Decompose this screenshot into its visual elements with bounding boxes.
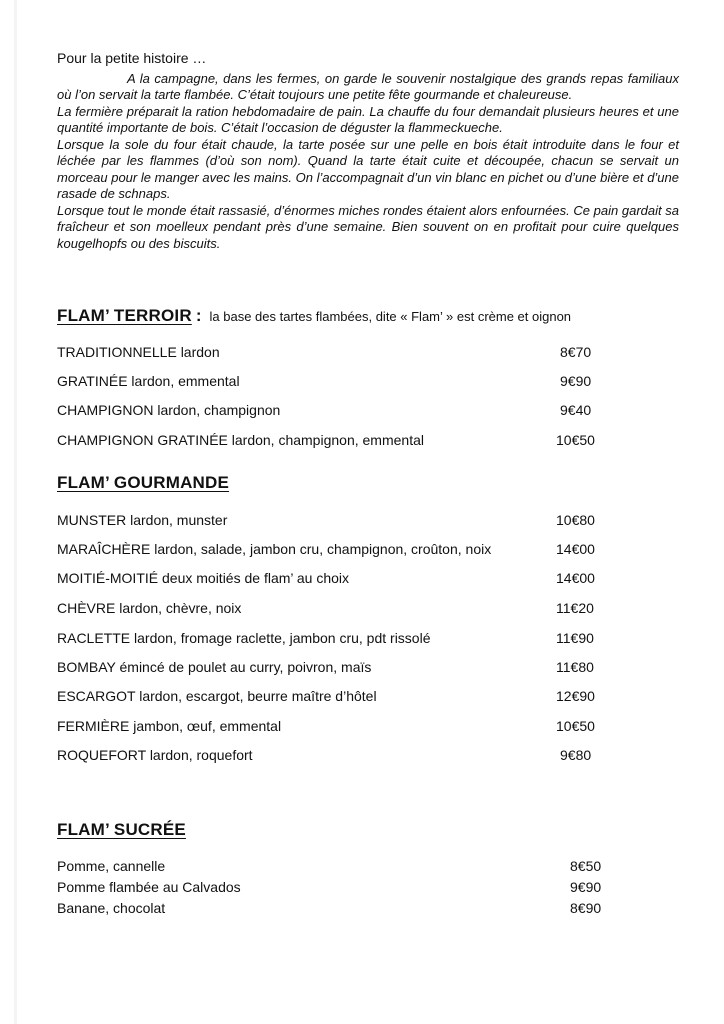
item-name: BOMBAY émincé de poulet au curry, poivron, maïs (57, 659, 372, 675)
section-header (57, 306, 657, 326)
menu-item (57, 402, 657, 420)
item-price: 11€80 (556, 659, 594, 675)
history-title: Pour la petite histoire … (57, 50, 207, 66)
item-name: ROQUEFORT lardon, roquefort (57, 747, 253, 763)
menu-item (57, 541, 657, 559)
scan-edge (14, 0, 17, 1024)
item-price: 10€50 (556, 718, 595, 734)
menu-item (57, 512, 657, 530)
item-name: TRADITIONNELLE lardon (57, 344, 220, 360)
menu-item (57, 747, 657, 765)
item-price: 9€90 (570, 879, 602, 895)
menu-item (57, 900, 657, 918)
menu-item (57, 718, 657, 736)
item-price: 8€90 (570, 900, 602, 916)
section-title: FLAM’ SUCRÉE (57, 820, 186, 839)
item-price: 9€80 (560, 747, 592, 763)
menu-item (57, 570, 657, 588)
section-sucree (57, 820, 657, 840)
section-terroir (57, 306, 657, 326)
section-subtitle: la base des tartes flambées, dite « Flam’ » est crème et oignon (209, 309, 572, 324)
history-paragraph: La fermière préparait la ration hebdomadaire de pain. La chauffe du four demandait plusieurs heures et une quantité importante de bois. C’était l’occasion de déguster la flammeckueche. (57, 103, 679, 135)
history-paragraph: Lorsque la sole du four était chaude, la tarte posée sur une pelle en bois était introduite dans le four et léchée par les flammes (d’où son nom). Quand la tarte était cuite et découpée, chacun se servait un morceau pour le manger avec les mains. On l’accompagnait d’un vin blanc en pichet ou d’une bière et d’une rasade de schnaps. (57, 136, 679, 201)
history-block (57, 50, 679, 252)
item-name: MUNSTER lardon, munster (57, 512, 228, 528)
item-price: 14€00 (556, 541, 595, 557)
item-name: Pomme flambée au Calvados (57, 879, 241, 895)
item-price: 9€90 (560, 373, 592, 389)
item-price: 10€80 (556, 512, 595, 528)
menu-item (57, 344, 657, 362)
item-price: 11€20 (556, 600, 594, 616)
section-colon: : (195, 306, 202, 325)
menu-item (57, 858, 657, 876)
menu-item (57, 630, 657, 648)
item-name: GRATINÉE lardon, emmental (57, 373, 240, 389)
item-name: Pomme, cannelle (57, 858, 166, 874)
item-name: CHAMPIGNON GRATINÉE lardon, champignon, emmental (57, 432, 424, 448)
item-price: 10€50 (556, 432, 595, 448)
item-name: ESCARGOT lardon, escargot, beurre maître d’hôtel (57, 688, 377, 704)
menu-item (57, 688, 657, 706)
item-price: 9€40 (560, 402, 592, 418)
item-name: Banane, chocolat (57, 900, 166, 916)
section-title: FLAM’ GOURMANDE (57, 473, 230, 492)
item-name: FERMIÈRE jambon, œuf, emmental (57, 718, 282, 734)
section-title: FLAM’ TERROIR (57, 306, 192, 325)
section-header (57, 820, 657, 840)
item-price: 11€90 (556, 630, 594, 646)
menu-item (57, 600, 657, 618)
history-paragraph: A la campagne, dans les fermes, on garde le souvenir nostalgique des grands repas familiaux où l’on servait la tarte flambée. C’était toujours une petite fête gourmande et chaleureuse. (57, 70, 679, 102)
item-name: MARAÎCHÈRE lardon, salade, jambon cru, champignon, croûton, noix (57, 541, 492, 557)
item-price: 12€90 (556, 688, 595, 704)
history-paragraph: Lorsque tout le monde était rassasié, d’énormes miches rondes étaient alors enfournées. Ce pain gardait sa fraîcheur et son moelleux pendant près d’une semaine. Bien souvent on en profitait pour cuire quelques kougelhopfs ou des biscuits. (57, 202, 679, 251)
section-gourmande (57, 473, 657, 493)
item-price: 14€00 (556, 570, 595, 586)
item-price: 8€50 (570, 858, 602, 874)
item-name: MOITIÉ-MOITIÉ deux moitiés de flam’ au choix (57, 570, 350, 586)
menu-item (57, 373, 657, 391)
item-price: 8€70 (560, 344, 592, 360)
section-header (57, 473, 657, 493)
item-name: CHÈVRE lardon, chèvre, noix (57, 600, 242, 616)
menu-item (57, 879, 657, 897)
menu-item (57, 659, 657, 677)
item-name: RACLETTE lardon, fromage raclette, jambon cru, pdt rissolé (57, 630, 431, 646)
item-name: CHAMPIGNON lardon, champignon (57, 402, 281, 418)
menu-item (57, 432, 657, 450)
